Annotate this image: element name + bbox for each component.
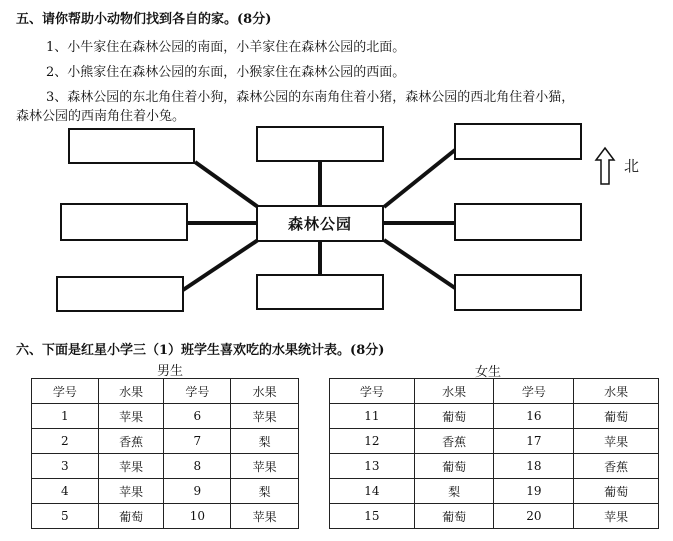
table-cell: 11 [330, 404, 415, 429]
table-cell: 15 [330, 504, 415, 529]
table-cell: 葡萄 [414, 504, 494, 529]
girls-fruit-table [329, 378, 659, 529]
table-cell: 1 [32, 404, 99, 429]
table-row [32, 429, 299, 454]
header-cell: 水果 [574, 379, 659, 404]
connector-northwest [195, 162, 258, 207]
table-cell: 6 [164, 404, 231, 429]
table-cell: 8 [164, 454, 231, 479]
table-cell: 13 [330, 454, 415, 479]
girls-caption: 女生 [474, 365, 501, 380]
answer-box-northeast[interactable] [454, 123, 582, 160]
table-row [330, 504, 659, 529]
table-row [32, 479, 299, 504]
table-cell: 葡萄 [574, 404, 659, 429]
table-cell: 苹果 [231, 454, 299, 479]
table-header-row [32, 379, 299, 404]
table-row [330, 404, 659, 429]
table-cell: 香蕉 [414, 429, 494, 454]
connector-southeast [384, 240, 455, 288]
table-cell: 14 [330, 479, 415, 504]
table-cell: 葡萄 [98, 504, 164, 529]
table-row [32, 404, 299, 429]
table-row [330, 479, 659, 504]
table-cell: 苹果 [574, 429, 659, 454]
forest-park-center: 森林公园 [256, 205, 384, 242]
table-cell: 苹果 [231, 404, 299, 429]
answer-box-southwest[interactable] [56, 276, 184, 312]
table-cell: 16 [494, 404, 574, 429]
answer-box-south[interactable] [256, 274, 384, 310]
table-cell: 4 [32, 479, 99, 504]
table-cell: 葡萄 [414, 454, 494, 479]
table-cell: 12 [330, 429, 415, 454]
table-row [330, 429, 659, 454]
q5-line2: 2、小熊家住在森林公园的东面，小猴家住在森林公园的西面。 [46, 65, 406, 80]
table-cell: 5 [32, 504, 99, 529]
header-cell: 学号 [330, 379, 415, 404]
header-cell: 水果 [414, 379, 494, 404]
boys-fruit-table [31, 378, 299, 529]
q5-line3b: 森林公园的西南角住着小兔。 [16, 109, 186, 124]
north-label: 北 [624, 157, 640, 175]
q6-title: 六、下面是红星小学三（1）班学生喜欢吃的水果统计表。(8分) [16, 343, 385, 358]
table-cell: 3 [32, 454, 99, 479]
q5-line1: 1、小牛家住在森林公园的南面，小羊家住在森林公园的北面。 [46, 40, 406, 55]
answer-box-west[interactable] [60, 203, 188, 241]
table-cell: 20 [494, 504, 574, 529]
header-cell: 水果 [231, 379, 299, 404]
table-row [32, 504, 299, 529]
q5-title: 五、请你帮助小动物们找到各自的家。(8分) [16, 12, 272, 27]
table-cell: 7 [164, 429, 231, 454]
table-cell: 葡萄 [414, 404, 494, 429]
connector-southwest [183, 240, 258, 290]
header-cell: 学号 [164, 379, 231, 404]
q5-line3a: 3、森林公园的东北角住着小狗，森林公园的东南角住着小猪，森林公园的西北角住着小猫， [46, 90, 575, 105]
table-cell: 香蕉 [98, 429, 164, 454]
answer-box-southeast[interactable] [454, 274, 582, 311]
table-cell: 18 [494, 454, 574, 479]
header-cell: 水果 [98, 379, 164, 404]
table-cell: 苹果 [98, 479, 164, 504]
table-cell: 苹果 [231, 504, 299, 529]
table-row [32, 454, 299, 479]
table-cell: 葡萄 [574, 479, 659, 504]
table-cell: 梨 [231, 429, 299, 454]
boys-caption: 男生 [156, 364, 183, 379]
table-cell: 苹果 [574, 504, 659, 529]
table-cell: 9 [164, 479, 231, 504]
table-cell: 梨 [414, 479, 494, 504]
table-cell: 苹果 [98, 454, 164, 479]
table-cell: 苹果 [98, 404, 164, 429]
table-header-row [330, 379, 659, 404]
table-cell: 2 [32, 429, 99, 454]
answer-box-north[interactable] [256, 126, 384, 162]
answer-box-east[interactable] [454, 203, 582, 241]
connector-northeast [384, 150, 455, 207]
table-row [330, 454, 659, 479]
table-cell: 19 [494, 479, 574, 504]
header-cell: 学号 [32, 379, 99, 404]
answer-box-northwest[interactable] [68, 128, 195, 164]
table-cell: 香蕉 [574, 454, 659, 479]
table-cell: 17 [494, 429, 574, 454]
table-cell: 梨 [231, 479, 299, 504]
header-cell: 学号 [494, 379, 574, 404]
north-arrow-icon [594, 146, 616, 186]
table-cell: 10 [164, 504, 231, 529]
